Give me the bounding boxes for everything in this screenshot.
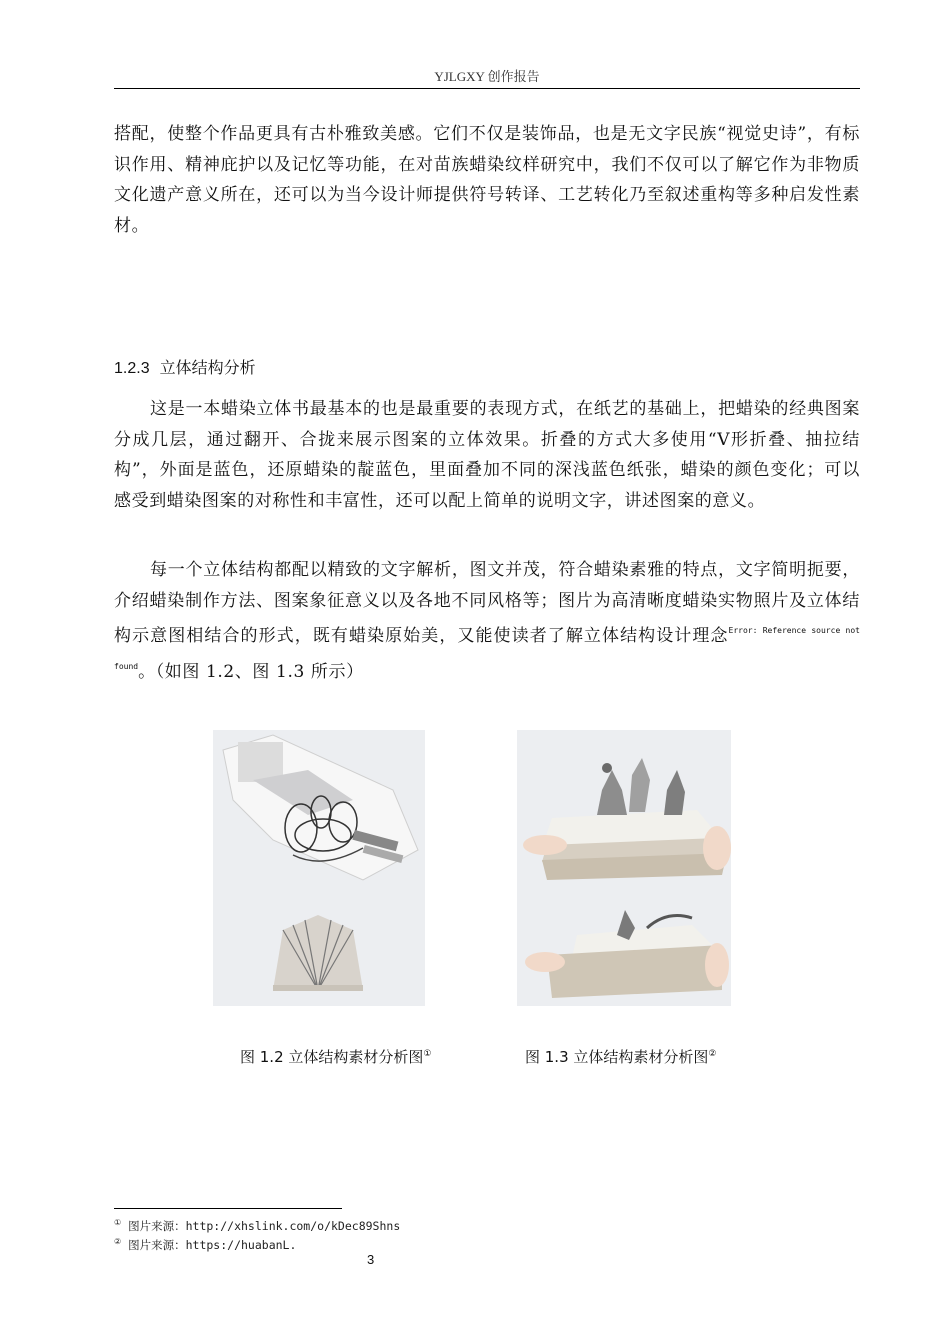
figure-1-2-caption (240, 1046, 431, 1067)
figure-1-3-image (517, 730, 731, 1006)
footnote-1-text: 图片来源：http://xhslink.com/o/kDec89Shns (128, 1219, 401, 1233)
paragraph-3-text: 每一个立体结构都配以精致的文字解析，图文并茂，符合蜡染素雅的特点，文字简明扼要，介绍蜡染制作方法、图案象征意义以及各地不同风格等；图片为高清晰度蜡染实物照片及立体结构示意图相结合的形式，既有蜡染原始美，又能使读者了解立体结构设计理念 (114, 560, 860, 646)
figure-1-3-caption-text: 图 1.3 立体结构素材分析图 (525, 1048, 709, 1066)
paragraph-2: 这是一本蜡染立体书最基本的也是最重要的表现方式，在纸艺的基础上，把蜡染的经典图案分成几层，通过翻开、合拢来展示图案的立体效果。折叠的方式大多使用“V形折叠、抽拉结构”，外面是蓝色，还原蜡染的靛蓝色，里面叠加不同的深浅蓝色纸张，蜡染的颜色变化；可以感受到蜡染图案的对称性和丰富性，还可以配上简单的说明文字，讲述图案的意义。 (114, 399, 860, 511)
section-number: 1.2.3 (114, 360, 150, 377)
paragraph-1: 搭配，使整个作品更具有古朴雅致美感。它们不仅是装饰品，也是无文字民族“视觉史诗”，有标识作用、精神庇护以及记忆等功能，在对苗族蜡染纹样研究中，我们不仅可以了解它作为非物质文化遗产意义所在，还可以为当今设计师提供符号转译、工艺转化乃至叙述重构等多种启发性素材。 (114, 124, 860, 236)
paragraph-3 (114, 555, 860, 687)
section-title: 立体结构分析 (159, 358, 256, 377)
figure-1-2-image (213, 730, 425, 1006)
page-number: 3 (367, 1252, 375, 1267)
footnote-ref-2[interactable]: ② (708, 1049, 717, 1059)
footnote-1 (114, 1218, 400, 1234)
figure-1-3-caption (525, 1046, 716, 1067)
page-header: YJLGXY 创作报告 (434, 69, 540, 84)
figure-1-2-caption-text: 图 1.2 立体结构素材分析图 (240, 1048, 424, 1066)
footnote-2 (114, 1237, 296, 1253)
paragraph-3-tail: 。（如图 1.2、图 1.3 所示） (138, 661, 364, 682)
footnote-2-text: 图片来源：https://huabanL. (128, 1238, 297, 1252)
reference-error: Error: Reference source not found (114, 626, 860, 671)
footnote-ref-1[interactable]: ① (423, 1049, 432, 1059)
footnote-2-mark: ② (114, 1237, 122, 1247)
section-heading (114, 355, 256, 378)
footnote-1-mark: ① (114, 1218, 122, 1228)
header-rule (114, 88, 860, 89)
footnote-rule (114, 1208, 342, 1209)
